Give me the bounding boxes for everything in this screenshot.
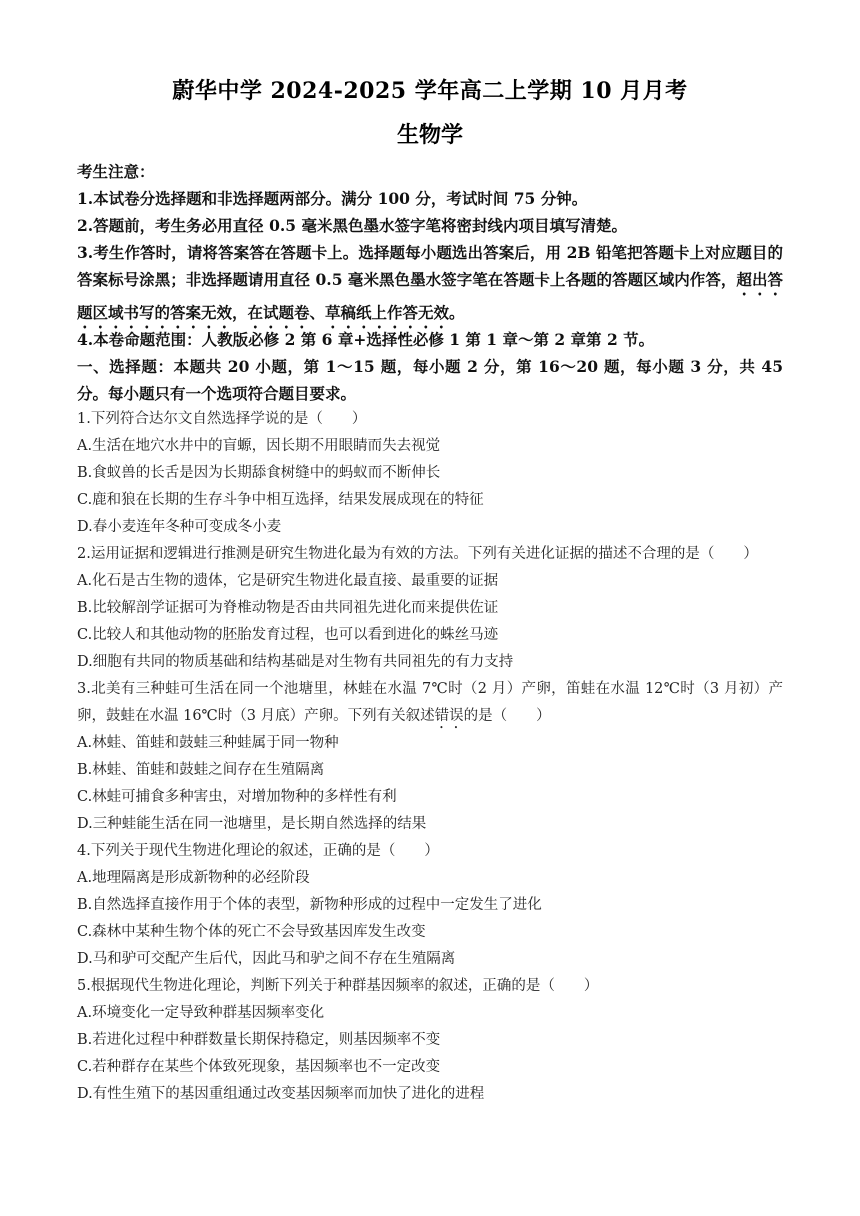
question-2-option-d: D.细胞有共同的物质基础和结构基础是对生物有共同祖先的有力支持 <box>77 654 514 670</box>
question-1-option-a: A.生活在地穴水井中的盲螈，因长期不用眼睛而失去视觉 <box>77 438 441 454</box>
question-4-option-d: D.马和驴可交配产生后代，因此马和驴之间不存在生殖隔离 <box>77 951 456 967</box>
exam-subject: 生物学 <box>396 122 463 148</box>
question-2-option-a: A.化石是古生物的遗体，它是研究生物进化最直接、最重要的证据 <box>77 573 499 589</box>
question-3-stem-text: 3.北美有三种蛙可生活在同一个池塘里，林蛙在水温 7℃时（2 月）产卵，笛蛙在水温 12℃时（3 月初）产卵，鼓蛙在水温 16℃时（3 月底）产卵。下列有关叙述 <box>77 681 783 724</box>
question-3-stem-end: 的是（ ） <box>463 708 551 724</box>
question-4-option-b: B.自然选择直接作用于个体的表型，新物种形成的过程中一定发生了进化 <box>77 897 542 913</box>
question-3-option-a: A.林蛙、笛蛙和鼓蛙三种蛙属于同一物种 <box>77 735 339 751</box>
question-5-option-a: A.环境变化一定导致种群基因频率变化 <box>77 1005 325 1021</box>
notice-heading: 考生注意： <box>77 162 155 181</box>
notice-item-3 <box>77 239 783 332</box>
question-3-option-d: D.三种蛙能生活在同一池塘里，是长期自然选择的结果 <box>77 816 427 832</box>
question-4-option-a: A.地理隔离是形成新物种的必经阶段 <box>77 870 310 886</box>
exam-title: 蔚华中学 2024-2025 学年高二上学期 10 月月考 <box>172 78 688 104</box>
question-1-option-c: C.鹿和狼在长期的生存斗争中相互选择，结果发展成现在的特征 <box>77 492 484 508</box>
notice-item-1: 1.本试卷分选择题和非选择题两部分。满分 100 分，考试时间 75 分钟。 <box>77 189 588 208</box>
question-5-option-c: C.若种群存在某些个体致死现象，基因频率也不一定改变 <box>77 1059 441 1075</box>
question-4-option-c: C.森林中某种生物个体的死亡不会导致基因库发生改变 <box>77 924 426 940</box>
question-3-option-c: C.林蛙可捕食多种害虫，对增加物种的多样性有利 <box>77 789 397 805</box>
question-5-stem: 5.根据现代生物进化理论，判断下列关于种群基因频率的叙述，正确的是（ ） <box>77 978 599 994</box>
question-4-stem: 4.下列关于现代生物进化理论的叙述，正确的是（ ） <box>77 843 439 859</box>
question-3-stem-emphasis: 错误 <box>434 708 464 724</box>
notice-item-3-comma: ， <box>232 303 248 322</box>
question-5-option-b: B.若进化过程中种群数量长期保持稳定，则基因频率不变 <box>77 1032 441 1048</box>
question-3-stem <box>77 676 783 732</box>
question-1-option-b: B.食蚁兽的长舌是因为长期舔食树缝中的蚂蚁而不断伸长 <box>77 465 441 481</box>
notice-item-3-end: 。 <box>449 303 465 322</box>
question-2-option-c: C.比较人和其他动物的胚胎发育过程，也可以看到进化的蛛丝马迹 <box>77 627 499 643</box>
section-title: 一、选择题：本题共 20 小题，第 1～15 题，每小题 2 分，第 16～20 题，每小题 3 分，共 45 分。每小题只有一个选项符合题目要求。 <box>77 357 783 403</box>
question-1-stem: 1.下列符合达尔文自然选择学说的是（ ） <box>77 411 367 427</box>
notice-item-4: 4.本卷命题范围：人教版必修 2 第 6 章+选择性必修 1 第 1 章～第 2 章第 2 节。 <box>77 330 655 349</box>
notice-item-2: 2.答题前，考生务必用直径 0.5 毫米黑色墨水签字笔将密封线内项目填写清楚。 <box>77 216 627 235</box>
question-5-option-d: D.有性生殖下的基因重组通过改变基因频率而加快了进化的进程 <box>77 1086 485 1102</box>
question-3-option-b: B.林蛙、笛蛙和鼓蛙之间存在生殖隔离 <box>77 762 325 778</box>
notice-item-3-emphasis-a: 超出答题区域书写的答案无效 <box>77 270 783 322</box>
notice-item-3-text: 3.考生作答时，请将答案答在答题卡上。选择题每小题选出答案后，用 2B 铅笔把答题卡上对应题目的答案标号涂黑；非选择题请用直径 0.5 毫米黑色墨水签字笔在答题卡上各题的答题区域内作答， <box>77 243 783 289</box>
notice-item-3-emphasis-b: 在试题卷、草稿纸上作答无效 <box>247 303 450 322</box>
question-1-option-d: D.春小麦连年冬种可变成冬小麦 <box>77 519 282 535</box>
question-2-option-b: B.比较解剖学证据可为脊椎动物是否由共同祖先进化而来提供佐证 <box>77 600 499 616</box>
question-2-stem: 2.运用证据和逻辑进行推测是研究生物进化最为有效的方法。下列有关进化证据的描述不合理的是（ ） <box>77 546 758 562</box>
